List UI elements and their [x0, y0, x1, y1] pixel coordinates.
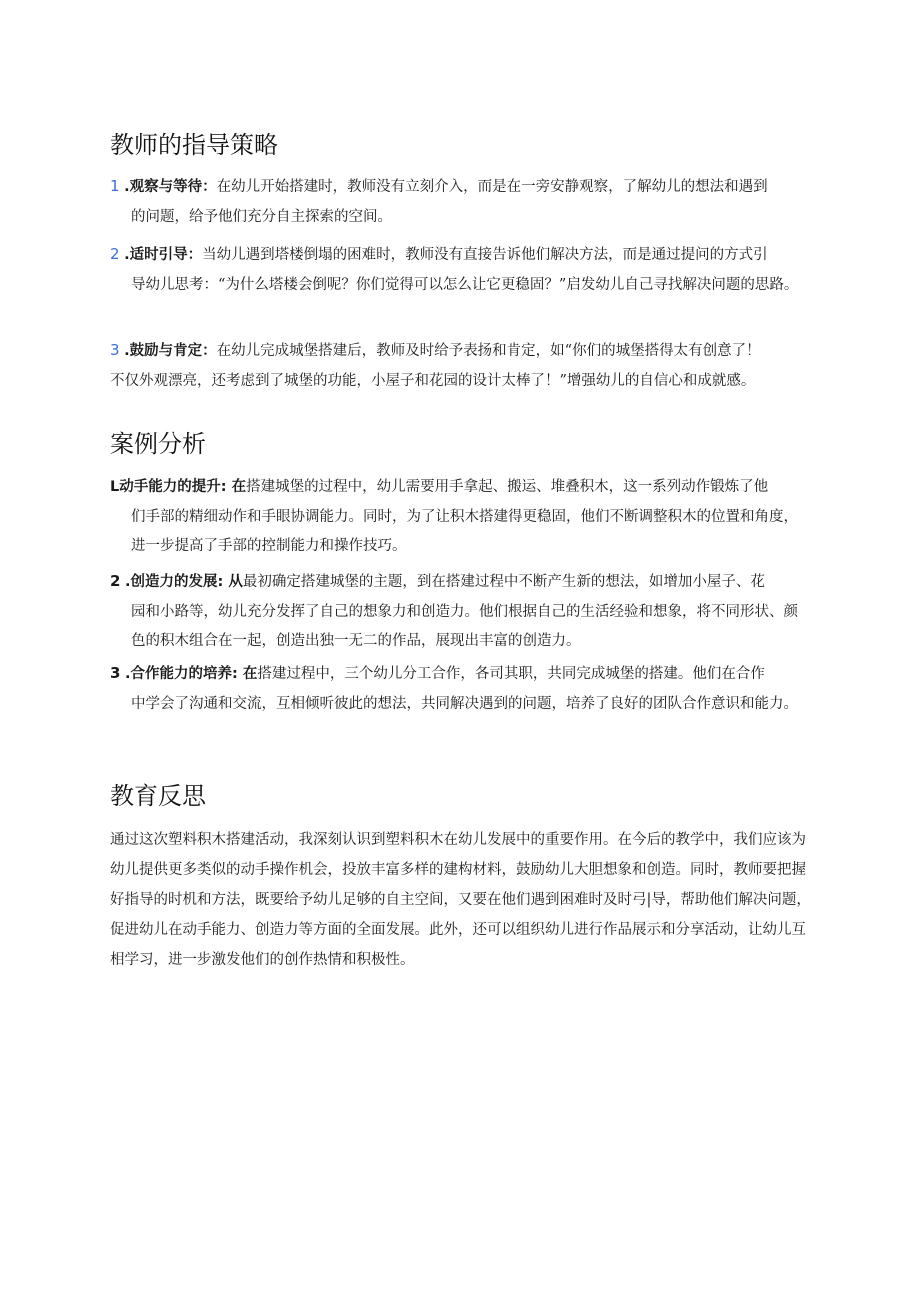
item-text-rest: 们手部的精细动作和手眼协调能力。同时，为了让积木搭建得更稳固，他们不断调整积木的位置和角度，进一步提高了手部的控制能力和操作技巧。 — [131, 508, 798, 554]
item-text-line1: 在幼儿开始搭建时，教师没有立刻介入，而是在一旁安静观察，了解幼儿的想法和遇到 — [216, 179, 768, 195]
item-text-rest: 的问题，给予他们充分自主探索的空间。 — [131, 208, 392, 225]
item-lead: .观察与等待： — [124, 179, 217, 195]
item-text-line1: 搭建城堡的过程中，幼儿需要用手拿起、搬运、堆叠积木，这一系列动作锻炼了他 — [246, 479, 769, 495]
analysis-item-3 — [110, 659, 810, 719]
section-title-reflection: 教育反思 — [110, 782, 206, 810]
strategy-item-3 — [110, 336, 810, 396]
item-lead: .合作能力的培养: 在 — [125, 666, 258, 682]
item-number: 2 — [110, 245, 120, 263]
item-lead: L动手能力的提升: 在 — [110, 479, 247, 495]
item-text-line1: 当幼儿遇到塔楼倒塌的困难时，教师没有直接告诉他们解决方法，而是通过提问的方式引 — [202, 247, 768, 263]
section-title-analysis: 案例分析 — [110, 430, 206, 458]
item-text-rest: 不仅外观漂亮，还考虑到了城堡的功能，小屋子和花园的设计太棒了！”增强幼儿的自信心和成就感。 — [110, 372, 756, 389]
item-number: 3 — [110, 341, 120, 359]
analysis-item-1 — [110, 473, 810, 562]
item-number: 2 — [110, 572, 121, 590]
item-text-rest: 导幼儿思考：“为什么塔楼会倒呢？你们觉得可以怎么让它更稳固？”启发幼儿自己寻找解决问题的思路。 — [131, 276, 799, 293]
section-title-strategy: 教师的指导策略 — [110, 131, 278, 159]
item-number: 3 — [110, 664, 121, 682]
item-lead: .创造力的发展: 从 — [125, 574, 243, 590]
item-lead: .鼓励与肯定： — [124, 343, 217, 359]
item-text-line1: 在幼儿完成城堡搭建后，教师及时给予表扬和肯定，如“你们的城堡搭得太有创意了！ — [216, 343, 761, 359]
item-lead: .适时引导： — [124, 247, 203, 263]
reflection-paragraph: 通过这次塑料积木搭建活动，我深刻认识到塑料积木在幼儿发展中的重要作用。在今后的教学中，我们应该为幼儿提供更多类似的动手操作机会，投放丰富多样的建构材料，鼓励幼儿大胆想象和创造。同时，教师要把握好指导的时机和方法，既要给予幼儿足够的自主空间，又要在他们遇到困难时及时弓|导，帮助他们解决问题，促进幼儿在动手能力、创造力等方面的全面发展。此外，还可以组织幼儿进行作品展示和分享活动，让幼儿互相学习，进一步激发他们的创作热情和积极性。 — [110, 832, 811, 968]
strategy-item-2 — [110, 240, 810, 300]
item-text-line1: 搭建过程中，三个幼儿分工合作，各司其职，共同完成城堡的搭建。他们在合作 — [257, 666, 765, 682]
item-number: 1 — [110, 177, 120, 195]
item-text-rest: 园和小路等，幼儿充分发挥了自己的想象力和创造力。他们根据自己的生活经验和想象，将不同形状、颜色的积木组合在一起，创造出独一无二的作品，展现出丰富的创造力。 — [131, 603, 798, 649]
item-text-rest: 中学会了沟通和交流，互相倾听彼此的想法，共同解决遇到的问题，培养了良好的团队合作意识和能力。 — [131, 695, 798, 712]
strategy-item-1 — [110, 172, 810, 232]
item-text-line1: 最初确定搭建城堡的主题，到在搭建过程中不断产生新的想法，如增加小屋子、花 — [242, 574, 765, 590]
analysis-item-2 — [110, 567, 810, 657]
